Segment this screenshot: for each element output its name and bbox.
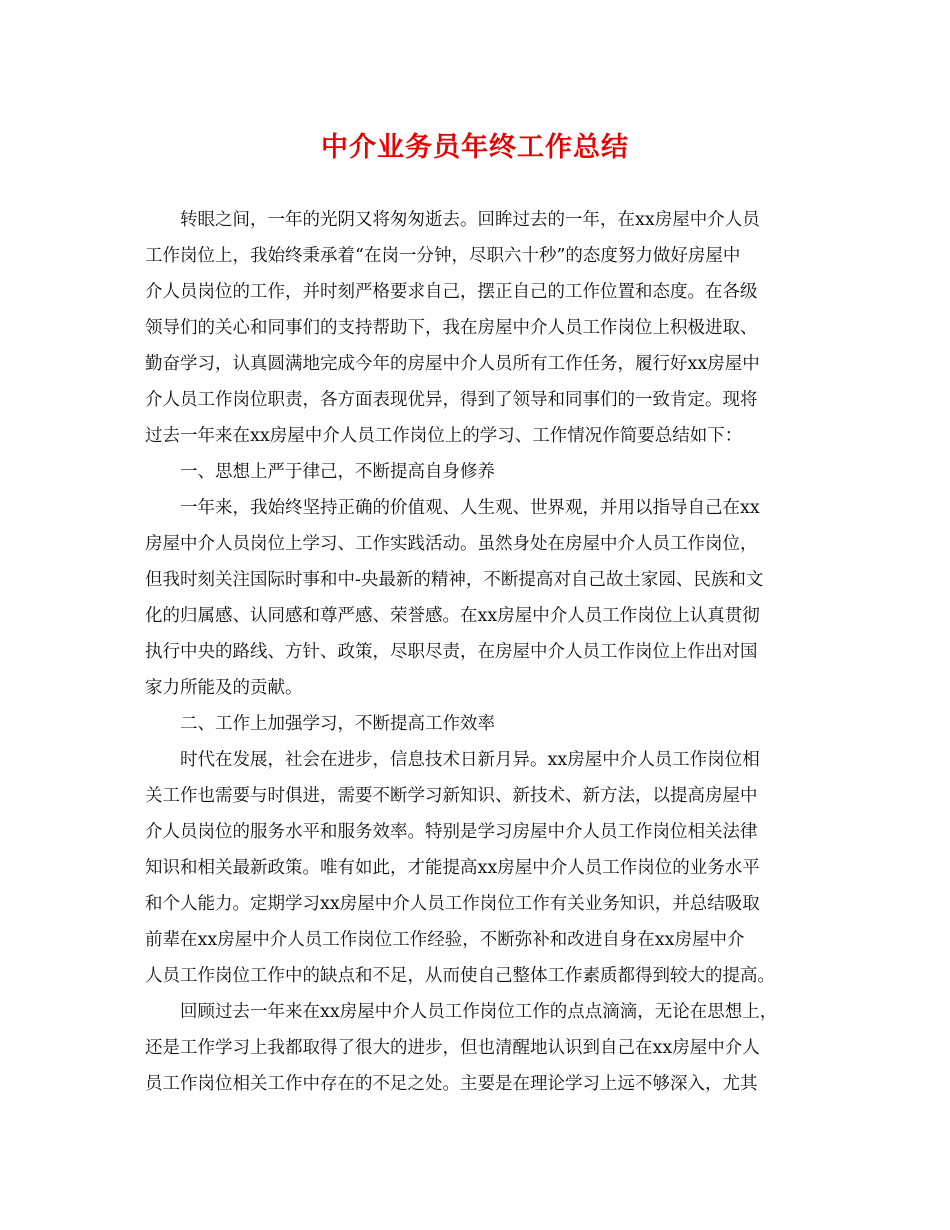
paragraph-line: 家力所能及的贡献。 [145,678,303,698]
paragraph-line: 介人员工作岗位职责，各方面表现优异，得到了领导和同事们的一致肯定。现将 [145,390,758,410]
paragraph-line: 过去一年来在xx房屋中介人员工作岗位上的学习、工作情况作简要总结如下： [145,426,743,446]
section-heading: 一、思想上严于律己，不断提高自身修养 [180,462,495,482]
paragraph-line: 时代在发展，社会在进步，信息技术日新月异。xx房屋中介人员工作岗位相 [180,750,760,770]
paragraph-line: 执行中央的路线、方针、政策，尽职尽责，在房屋中介人员工作岗位上作出对国 [145,642,758,662]
paragraph-line: 介人员岗位的服务水平和服务效率。特别是学习房屋中介人员工作岗位相关法律 [145,822,758,842]
document-title: 中介业务员年终工作总结 [321,132,629,163]
paragraph-line: 介人员岗位的工作，并时刻严格要求自己，摆正自己的工作位置和态度。在各级 [145,282,758,302]
paragraph-line: 前辈在xx房屋中介人员工作岗位工作经验，不断弥补和改进自身在xx房屋中介 [145,930,745,950]
paragraph-line: 知识和相关最新政策。唯有如此，才能提高xx房屋中介人员工作岗位的业务水平 [145,858,760,878]
paragraph-line: 回顾过去一年来在xx房屋中介人员工作岗位工作的点点滴滴，无论在思想上， [180,1002,778,1022]
paragraph-line: 和个人能力。定期学习xx房屋中介人员工作岗位工作有关业务知识，并总结吸取 [145,894,760,914]
paragraph-line: 房屋中介人员岗位上学习、工作实践活动。虽然身处在房屋中介人员工作岗位， [145,534,758,554]
paragraph-line: 还是工作学习上我都取得了很大的进步，但也清醒地认识到自己在xx房屋中介人 [145,1038,760,1058]
paragraph-line: 但我时刻关注国际时事和中-央最新的精神，不断提高对自己故土家园、民族和文 [145,570,764,590]
paragraph-line: 关工作也需要与时俱进，需要不断学习新知识、新技术、新方法，以提高房屋中 [145,786,758,806]
paragraph-line: 人员工作岗位工作中的缺点和不足，从而使自己整体工作素质都得到较大的提高。 [145,966,775,986]
section-heading: 二、工作上加强学习，不断提高工作效率 [180,714,495,734]
paragraph-line: 勤奋学习，认真圆满地完成今年的房屋中介人员所有工作任务，履行好xx房屋中 [145,354,760,374]
paragraph-line: 一年来，我始终坚持正确的价值观、人生观、世界观，并用以指导自己在xx [180,498,760,518]
paragraph-line: 工作岗位上，我始终秉承着“在岗一分钟，尽职六十秒”的态度努力做好房屋中 [145,246,741,266]
paragraph-line: 转眼之间，一年的光阴又将匆匆逝去。回眸过去的一年，在xx房屋中介人员 [180,210,760,230]
paragraph-line: 员工作岗位相关工作中存在的不足之处。主要是在理论学习上远不够深入，尤其 [145,1074,758,1094]
paragraph-line: 化的归属感、认同感和尊严感、荣誉感。在xx房屋中介人员工作岗位上认真贯彻 [145,606,760,626]
paragraph-line: 领导们的关心和同事们的支持帮助下，我在房屋中介人员工作岗位上积极进取、 [145,318,758,338]
